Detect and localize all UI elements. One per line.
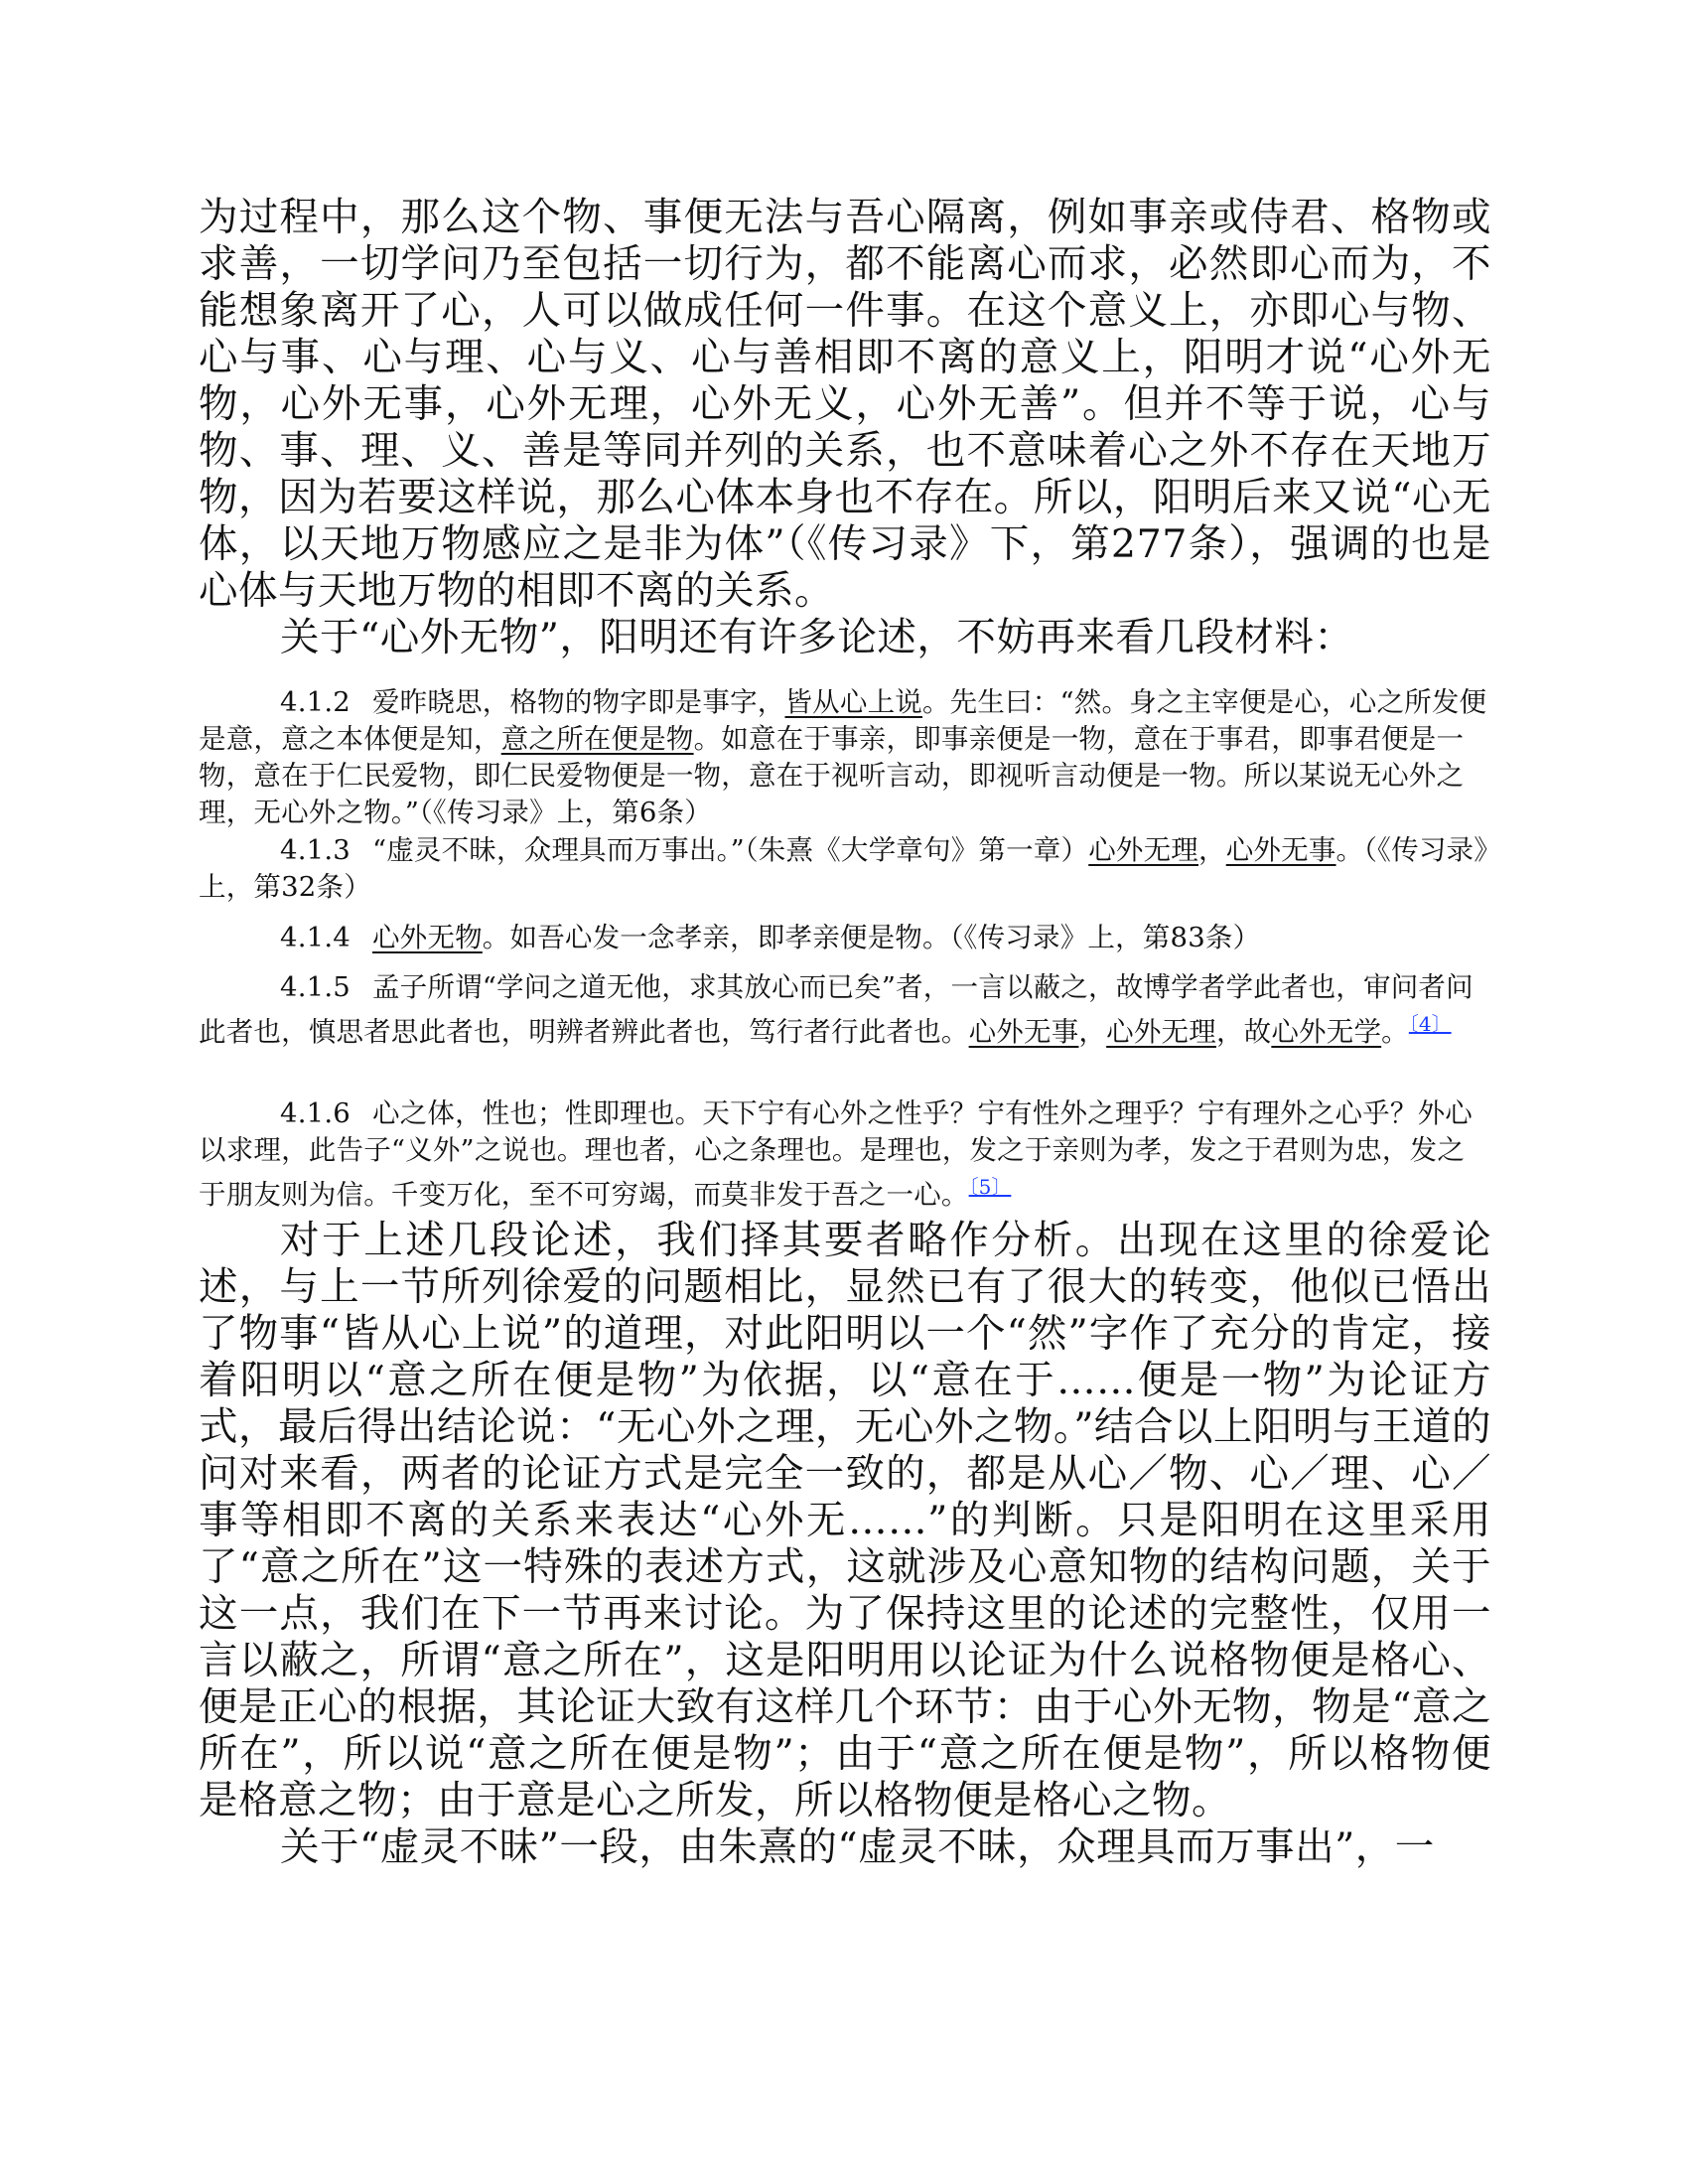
paragraph-2: 关于“心外无物”，阳明还有许多论述，不妨再来看几段材料： (280, 615, 1354, 660)
underlined-phrase: 意之所在便是物 (500, 723, 694, 755)
quote-4-1-6 (199, 1095, 1491, 1214)
footnote-link-5[interactable]: 〔5〕 (968, 1175, 1012, 1199)
quote-text: 爱昨晓思，格物的物字即是事字， (371, 686, 785, 718)
body-text-top (199, 195, 1491, 661)
underlined-phrase: 心外无理 (1106, 1016, 1216, 1048)
footnote-link-4[interactable]: 〔4〕 (1408, 1012, 1452, 1036)
paragraph-4: 关于“虚灵不昧”一段，由朱熹的“虚灵不昧，众理具而万事出”，一 (280, 1824, 1435, 1870)
quote-4-1-5 (199, 969, 1491, 1051)
paragraph-3: 对于上述几段论述，我们择其要者略作分析。出现在这里的徐爱论述，与上一节所列徐爱的问题相比，显然已有了很大的转变，他似已悟出了物事“皆从心上说”的道理，对此阳明以一个“然”字作了充分的肯定，接着阳明以“意之所在便是物”为依据，以“意在于……便是一物”为论证方式，最后得出结论说：“无心外之理，无心外之物。”结合以上阳明与王道的问对来看，两者的论证方式是完全一致的，都是从心／物、心／理、心／事等相即不离的关系来表达“心外无……”的判断。只是阳明在这里采用了“意之所在”这一特殊的表述方式，这就涉及心意知物的结构问题，关于这一点，我们在下一节再来讨论。为了保持这里的论述的完整性，仅用一言以蔽之，所谓“意之所在”，这是阳明用以论证为什么说格物便是格心、便是正心的根据，其论证大致有这样几个环节：由于心外无物，物是“意之所在”，所以说“意之所在便是物”；由于“意之所在便是物”，所以格物便是格意之物；由于意是心之所发，所以格物便是格心之物。 (199, 1218, 1491, 1823)
quote-text: ， (1198, 834, 1226, 866)
quote-4-1-4 (199, 920, 1491, 956)
quote-4-1-3 (199, 832, 1491, 906)
quote-text: 。先生曰：“然。身之主宰便是心，心之所发便是意，意之本体便是知， (199, 686, 1487, 755)
quote-number: 4.1.5 (280, 971, 351, 1003)
underlined-phrase: 心外无事 (1225, 834, 1336, 866)
quote-text: 。如吾心发一念孝亲，即孝亲便是物。（《传习录》上，第83条） (482, 922, 1261, 953)
quote-text: 。 (1381, 1016, 1409, 1048)
body-text-bottom (199, 1218, 1491, 1871)
underlined-phrase: 心外无事 (968, 1016, 1079, 1048)
underlined-phrase: 心外无学 (1271, 1016, 1382, 1048)
quote-number: 4.1.6 (280, 1097, 351, 1129)
quote-text: 。如意在于事亲，即事亲便是一物，意在于事君，即事君便是一物，意在于仁民爱物，即仁民爱物便是一物，意在于视听言动，即视听言动便是一物。所以某说无心外之理，无心外之物。”（《传习录》上，第6条） (199, 723, 1465, 828)
quote-number: 4.1.4 (280, 922, 351, 953)
quote-text: 孟子所谓“学问之道无他，求其放心而已矣”者，一言以蔽之，故博学者学此者也，审问者问此者也，慎思者思此者也，明辨者辨此者也，笃行者行此者也。 (199, 971, 1474, 1048)
quote-number: 4.1.3 (280, 834, 351, 866)
quote-text: ， (1078, 1016, 1107, 1048)
quote-number: 4.1.2 (280, 686, 351, 718)
paragraph-1: 为过程中，那么这个物、事便无法与吾心隔离，例如事亲或侍君、格物或求善，一切学问乃至包括一切行为，都不能离心而求，必然即心而为，不能想象离开了心，人可以做成任何一件事。在这个意义上，亦即心与物、心与事、心与理、心与义、心与善相即不离的意义上，阳明才说“心外无物，心外无事，心外无理，心外无义，心外无善”。但并不等于说，心与物、事、理、义、善是等同并列的关系，也不意味着心之外不存在天地万物，因为若要这样说，那么心体本身也不存在。所以，阳明后来又说“心无体，以天地万物感应之是非为体”（《传习录》下，第277条），强调的也是心体与天地万物的相即不离的关系。 (199, 195, 1491, 614)
quote-text: 心之体，性也；性即理也。天下宁有心外之性乎？宁有性外之理乎？宁有理外之心乎？外心以求理，此告子“义外”之说也。理也者，心之条理也。是理也，发之于亲则为孝，发之于君则为忠，发之于朋友则为信。千变万化，至不可穷竭，而莫非发于吾之一心。 (199, 1097, 1473, 1211)
quote-text: 。（《传习录》上，第32条） (199, 834, 1488, 903)
underlined-phrase: 皆从心上说 (784, 686, 922, 718)
underlined-phrase: 心外无理 (1088, 834, 1199, 866)
quote-text: “虚灵不昧，众理具而万事出。”（朱熹《大学章句》第一章） (371, 834, 1089, 866)
underlined-phrase: 心外无物 (371, 922, 483, 953)
quote-4-1-2 (199, 684, 1491, 831)
quote-text: ，故 (1215, 1016, 1272, 1048)
